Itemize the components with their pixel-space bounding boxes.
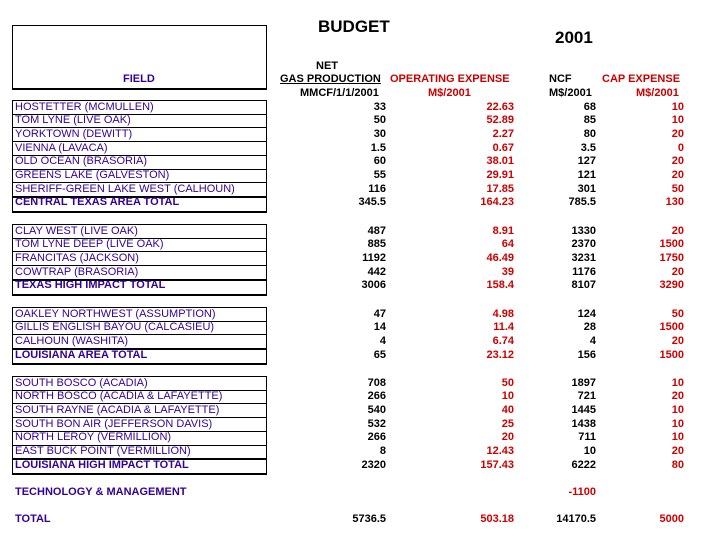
cap-expense-cell: 10: [671, 376, 684, 389]
ncf-cell: 124: [577, 307, 596, 320]
gas-unit-header: MMCF/1/1/2001: [300, 87, 379, 99]
operating-expense-cell: 0.67: [492, 141, 514, 154]
field-header: FIELD: [123, 73, 155, 85]
cap-expense-cell: 10: [671, 114, 684, 127]
operating-expense-cell: 158.4: [486, 279, 514, 292]
operating-expense-cell: 12.43: [486, 445, 514, 457]
group-bottom-line: [12, 211, 267, 213]
cap-expense-cell: 20: [671, 127, 684, 140]
cap-expense-cell: 20: [671, 155, 684, 168]
grand-total-name: TOTAL: [15, 513, 51, 525]
cap-expense-cell: 20: [671, 334, 684, 347]
field-name: EAST BUCK POINT (VERMILLION): [15, 445, 191, 457]
gas-production-header: GAS PRODUCTION: [280, 73, 381, 85]
cap-expense-cell: 10: [671, 100, 684, 113]
ncf-cell: 301: [577, 182, 596, 195]
group-total-name: TEXAS HIGH IMPACT TOTAL: [15, 279, 166, 292]
cap-expense-cell: 10: [671, 403, 684, 416]
cap-expense-cell: 10: [671, 431, 684, 444]
gas-production-cell: 4: [379, 334, 386, 347]
opex-header: OPERATING EXPENSE: [390, 73, 510, 85]
field-name: YORKTOWN (DEWITT): [15, 127, 133, 140]
cap-expense-cell: 20: [671, 445, 684, 457]
operating-expense-cell: 4.98: [492, 307, 514, 320]
ncf-cell: 785.5: [568, 196, 596, 209]
ncf-cell: 80: [583, 127, 596, 140]
ncf-cell: 711: [578, 431, 596, 444]
ncf-unit-header: M$/2001: [549, 87, 592, 99]
grand-total-opex: 503.18: [480, 513, 514, 525]
operating-expense-cell: 20: [501, 431, 514, 444]
gas-production-cell: 708: [367, 376, 386, 389]
operating-expense-cell: 164.23: [480, 196, 514, 209]
group-total-name: CENTRAL TEXAS AREA TOTAL: [15, 196, 180, 209]
cap-expense-cell: 20: [671, 169, 684, 181]
operating-expense-cell: 6.74: [492, 334, 514, 347]
net-header: NET: [316, 60, 338, 72]
gas-production-cell: 266: [367, 390, 386, 403]
field-name: SHERIFF-GREEN LAKE WEST (CALHOUN): [15, 182, 235, 195]
gas-production-cell: 47: [373, 307, 386, 320]
operating-expense-cell: 17.85: [486, 182, 514, 195]
ncf-cell: 1438: [571, 417, 596, 430]
gas-production-cell: 2320: [361, 458, 386, 471]
ncf-cell: 85: [583, 114, 596, 127]
ncf-cell: 156: [577, 348, 596, 361]
gas-production-cell: 487: [367, 224, 386, 237]
field-name: SOUTH RAYNE (ACADIA & LAFAYETTE): [15, 403, 220, 416]
gas-production-cell: 60: [373, 155, 386, 168]
cap-expense-cell: 3290: [659, 279, 684, 292]
field-name: SOUTH BOSCO (ACADIA): [15, 376, 148, 389]
ncf-cell: 3.5: [580, 141, 596, 154]
page-title: BUDGET: [318, 17, 390, 36]
gas-production-cell: 30: [373, 127, 386, 140]
ncf-cell: 1176: [572, 265, 596, 278]
operating-expense-cell: 50: [501, 376, 514, 389]
operating-expense-cell: 10: [501, 390, 514, 403]
ncf-cell: 28: [583, 321, 596, 334]
ncf-cell: 2370: [571, 238, 596, 251]
cap-expense-cell: 130: [665, 196, 684, 209]
cap-expense-cell: 10: [671, 417, 684, 430]
technology-ncf: -1100: [568, 486, 596, 498]
field-name: CLAY WEST (LIVE OAK): [15, 224, 138, 237]
operating-expense-cell: 11.4: [493, 321, 514, 334]
operating-expense-cell: 46.49: [486, 251, 514, 264]
grand-total-ncf: 14170.5: [556, 513, 596, 525]
ncf-cell: 3231: [571, 251, 596, 264]
gas-production-cell: 65: [373, 348, 386, 361]
gas-production-cell: 1192: [362, 251, 386, 264]
group-total-name: LOUISIANA HIGH IMPACT TOTAL: [15, 458, 189, 471]
gas-production-cell: 116: [368, 182, 386, 195]
cap-header: CAP EXPENSE: [602, 73, 681, 85]
cap-expense-cell: 50: [671, 307, 684, 320]
gas-production-cell: 885: [367, 238, 386, 251]
field-name: FRANCITAS (JACKSON): [15, 251, 139, 264]
ncf-cell: 68: [583, 100, 596, 113]
operating-expense-cell: 22.63: [486, 100, 514, 113]
ncf-cell: 127: [577, 155, 596, 168]
cap-expense-cell: 1750: [659, 251, 684, 264]
cap-expense-cell: 1500: [659, 238, 684, 251]
gas-production-cell: 1.5: [370, 141, 386, 154]
cap-expense-cell: 1500: [659, 348, 684, 361]
cap-expense-cell: 20: [671, 265, 684, 278]
cap-expense-cell: 20: [671, 224, 684, 237]
field-name: SOUTH BON AIR (JEFFERSON DAVIS): [15, 417, 213, 430]
field-name: CALHOUN (WASHITA): [15, 334, 129, 347]
ncf-cell: 1897: [571, 376, 596, 389]
field-name: COWTRAP (BRASORIA): [15, 265, 139, 278]
ncf-header: NCF: [549, 73, 572, 85]
ncf-cell: 10: [583, 445, 596, 457]
year-label: 2001: [555, 28, 593, 47]
grand-total-cap: 5000: [659, 513, 684, 525]
cap-expense-cell: 80: [671, 458, 684, 471]
field-name: OLD OCEAN (BRASORIA): [15, 155, 148, 168]
cap-expense-cell: 50: [671, 182, 684, 195]
operating-expense-cell: 52.89: [486, 114, 514, 127]
group-bottom-line: [12, 473, 267, 475]
group-bottom-line: [12, 363, 267, 365]
group-bottom-line: [12, 294, 267, 296]
field-name: HOSTETTER (MCMULLEN): [15, 100, 154, 113]
gas-production-cell: 55: [373, 169, 386, 181]
operating-expense-cell: 157.43: [480, 458, 514, 471]
operating-expense-cell: 29.91: [486, 169, 514, 181]
gas-production-cell: 532: [367, 417, 386, 430]
field-name: GILLIS ENGLISH BAYOU (CALCASIEU): [15, 321, 215, 334]
operating-expense-cell: 64: [501, 238, 514, 251]
operating-expense-cell: 39: [501, 265, 514, 278]
ncf-cell: 4: [589, 334, 596, 347]
operating-expense-cell: 25: [501, 417, 514, 430]
gas-production-cell: 3006: [361, 279, 386, 292]
cap-unit-header: M$/2001: [636, 87, 679, 99]
operating-expense-cell: 38.01: [486, 155, 514, 168]
field-name: OAKLEY NORTHWEST (ASSUMPTION): [15, 307, 216, 320]
field-name: TOM LYNE DEEP (LIVE OAK): [15, 238, 164, 251]
ncf-cell: 1330: [571, 224, 596, 237]
opex-unit-header: M$/2001: [428, 87, 471, 99]
gas-production-cell: 442: [367, 265, 386, 278]
field-name: NORTH BOSCO (ACADIA & LAFAYETTE): [15, 390, 223, 403]
ncf-cell: 8107: [571, 279, 596, 292]
group-total-name: LOUISIANA AREA TOTAL: [15, 348, 148, 361]
ncf-cell: 1445: [571, 403, 596, 416]
gas-production-cell: 50: [373, 114, 386, 127]
header-divider: [12, 88, 267, 90]
field-name: VIENNA (LAVACA): [15, 141, 108, 154]
operating-expense-cell: 40: [501, 403, 514, 416]
gas-production-cell: 540: [367, 403, 386, 416]
field-name: NORTH LEROY (VERMILLION): [15, 431, 172, 444]
grand-total-gas: 5736.5: [352, 513, 386, 525]
ncf-cell: 721: [577, 390, 596, 403]
field-name: GREENS LAKE (GALVESTON): [15, 169, 170, 181]
ncf-cell: 121: [577, 169, 596, 181]
gas-production-cell: 8: [379, 445, 386, 457]
gas-production-cell: 33: [373, 100, 386, 113]
cap-expense-cell: 1500: [659, 321, 684, 334]
cap-expense-cell: 0: [677, 141, 684, 154]
technology-name: TECHNOLOGY & MANAGEMENT: [15, 486, 187, 498]
operating-expense-cell: 23.12: [486, 348, 514, 361]
gas-production-cell: 345.5: [358, 196, 386, 209]
gas-production-cell: 14: [373, 321, 386, 334]
operating-expense-cell: 8.91: [492, 224, 514, 237]
operating-expense-cell: 2.27: [492, 127, 514, 140]
cap-expense-cell: 20: [671, 390, 684, 403]
field-name: TOM LYNE (LIVE OAK): [15, 114, 131, 127]
gas-production-cell: 266: [367, 431, 386, 444]
ncf-cell: 6222: [571, 458, 596, 471]
